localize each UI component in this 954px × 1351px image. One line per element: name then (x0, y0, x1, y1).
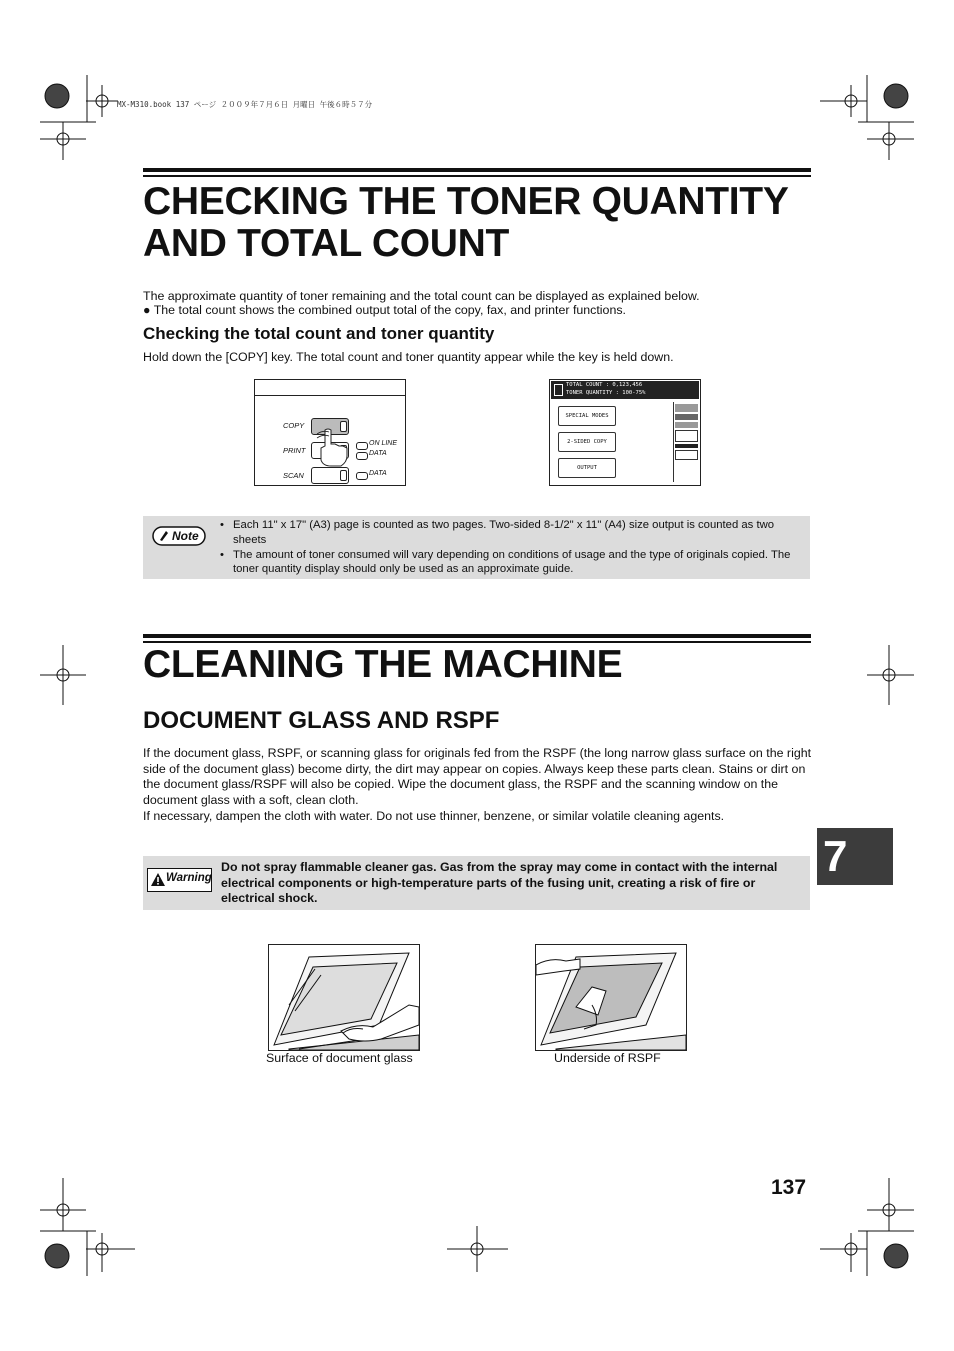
lcd-toner-quantity: TONER QUANTITY : 100-75% (566, 390, 646, 396)
title-rule-bottom (143, 175, 811, 177)
finger-pointer-icon (315, 428, 351, 468)
lcd-side-panel (673, 402, 699, 482)
lcd-total-count: TOTAL COUNT : 0,123,456 (566, 382, 643, 388)
subheading-document-glass: DOCUMENT GLASS AND RSPF (143, 707, 500, 734)
warning-triangle-icon (151, 873, 165, 886)
page-number: 137 (771, 1176, 807, 1199)
note-label: Note (172, 529, 199, 543)
title-rule-top-2 (143, 634, 811, 638)
cleaning-paragraph: If the document glass, RSPF, or scanning glass for originals fed from the RSPF (the long narrow glass surface on the right side of the document glass) become dirty, the dirt may appear on copies. Always keep these parts clean. Stains or dirt on the document glass/RSPF will also be copied. Wipe the document glass, the RSPF and the scanning window on the document glass with a soft, clean cloth. (143, 746, 812, 807)
note-item: • The amount of toner consumed will vary depending on conditions of usage and the type of originals copied. The toner quantity display should only be used as an approximate guide. (220, 548, 805, 578)
scan-label: SCAN (283, 471, 304, 480)
caption-rspf: Underside of RSPF (554, 1051, 661, 1065)
lcd-special-modes-button: SPECIAL MODES (558, 406, 616, 426)
note-item: • Each 11" x 17" (A3) page is counted as two pages. Two-sided 8-1/2" x 11" (A4) size output is counted as two sheets (220, 518, 805, 548)
section-title-toner (143, 181, 823, 265)
online-label: ON LINE (369, 440, 398, 447)
subheading-total-count: Checking the total count and toner quantity (143, 324, 495, 343)
copy-label: COPY (283, 421, 305, 430)
data-label-1: DATA (369, 450, 387, 457)
warning-badge (147, 868, 212, 892)
operation-panel-figure (254, 379, 406, 486)
lcd-2-sided-copy-button: 2-SIDED COPY (558, 432, 616, 452)
rspf-underside-figure (535, 944, 687, 1051)
print-label: PRINT (283, 446, 306, 455)
lcd-screen-figure (549, 379, 701, 486)
warning-text: Do not spray flammable cleaner gas. Gas from the spray may come in contact with the internal electrical components or high-temperature parts of the fusing unit, creating a risk of fire or electrical shock. (221, 860, 778, 905)
cleaning-paragraph-2: If necessary, dampen the cloth with water. Do not use thinner, benzene, or similar volatile cleaning agents. (143, 809, 725, 823)
title-rule-top (143, 168, 811, 172)
intro-bullet: ● The total count shows the combined output total of the copy, fax, and printer functions. (143, 303, 626, 317)
print-header: MX-M310.book 137 ページ ２００９年７月６日 月曜日 午後６時５７分 (117, 100, 373, 109)
section-title-line1: CHECKING THE TONER QUANTITY (143, 180, 789, 223)
warning-label: Warning (166, 872, 212, 884)
lcd-output-button: OUTPUT (558, 458, 616, 478)
document-glass-figure (268, 944, 420, 1051)
caption-document-glass: Surface of document glass (266, 1051, 413, 1065)
section-title-cleaning: CLEANING THE MACHINE (143, 643, 623, 686)
section-title-line2: AND TOTAL COUNT (143, 222, 509, 265)
instruction-text: Hold down the [COPY] key. The total count and toner quantity appear while the key is held down. (143, 350, 674, 364)
note-list (220, 518, 805, 577)
data-label-2: DATA (369, 470, 387, 477)
lcd-page-icon (554, 384, 563, 396)
intro-text: The approximate quantity of toner remaining and the total count can be displayed as explained below. (143, 289, 700, 303)
chapter-tab: 7 (817, 828, 893, 885)
